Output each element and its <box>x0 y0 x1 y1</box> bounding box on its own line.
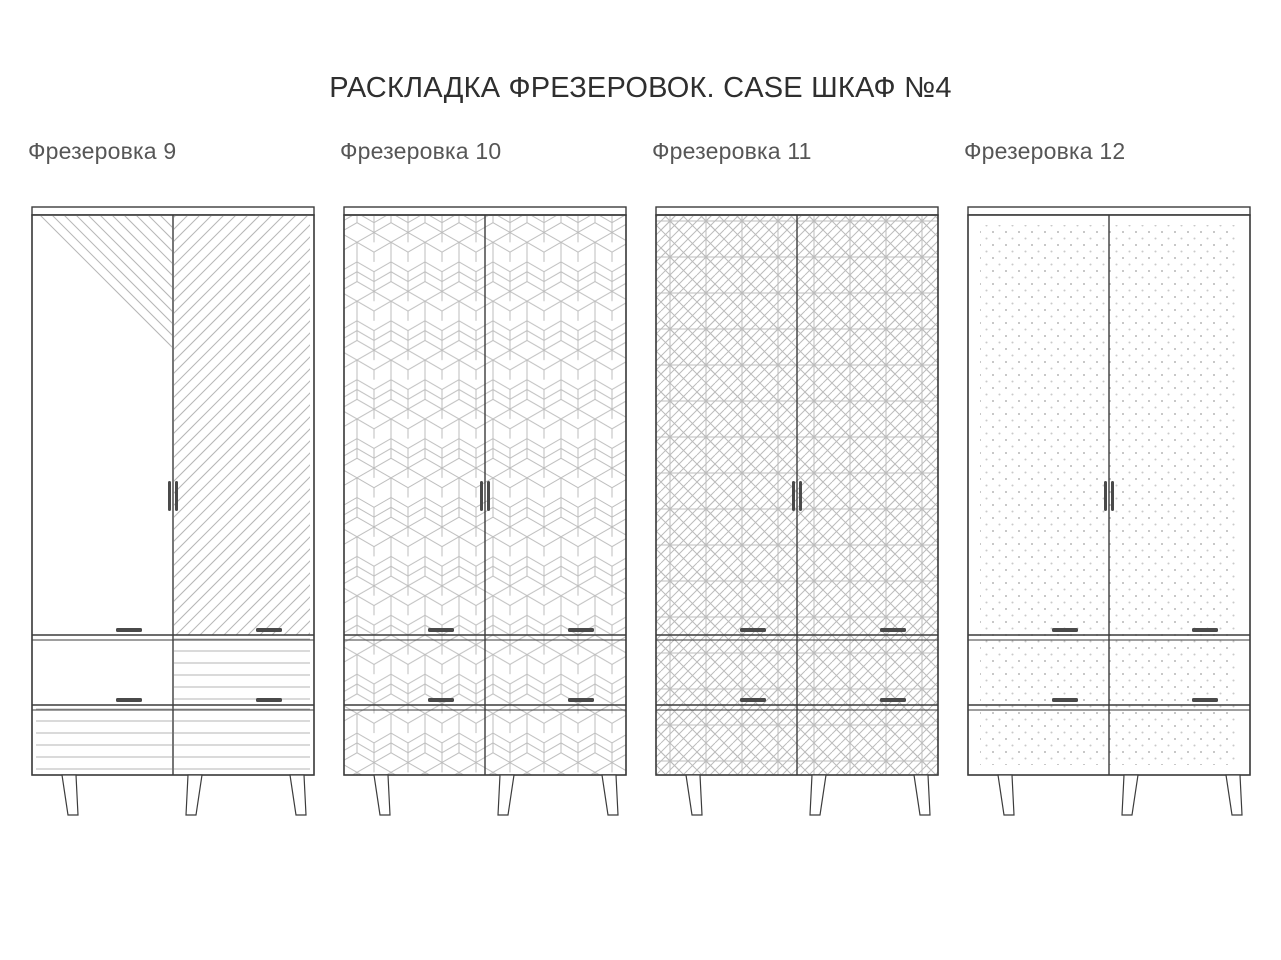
door-handle-left[interactable] <box>480 481 483 511</box>
drawer-handle[interactable] <box>568 628 594 632</box>
cabinet-drawing-herringbone-diamond <box>652 203 952 823</box>
leg <box>186 775 202 815</box>
cabinet-drawing-fine-dot-grid <box>964 203 1264 823</box>
drawer-handle[interactable] <box>880 698 906 702</box>
cabinet-drawing-isometric-cubes <box>340 203 640 823</box>
leg <box>1122 775 1138 815</box>
page-title: РАСКЛАДКА ФРЕЗЕРОВОК. CASE ШКАФ №4 <box>329 72 952 104</box>
leg <box>374 775 390 815</box>
drawer-handle[interactable] <box>1052 698 1078 702</box>
drawer-handle[interactable] <box>428 628 454 632</box>
drawer-handle[interactable] <box>1052 628 1078 632</box>
drawer-handle[interactable] <box>428 698 454 702</box>
leg <box>914 775 930 815</box>
drawer-handle[interactable] <box>740 628 766 632</box>
cabinet-label: Фрезеровка 12 <box>964 138 1126 164</box>
cabinet-item-2 <box>652 138 964 823</box>
cabinet-drawing-diagonal-chevron-slats <box>28 203 328 823</box>
door-handle-right[interactable] <box>1111 481 1114 511</box>
drawer-handle[interactable] <box>740 698 766 702</box>
door-handle-right[interactable] <box>799 481 802 511</box>
drawer-handle[interactable] <box>116 698 142 702</box>
drawer-handle[interactable] <box>568 698 594 702</box>
cabinet-label: Фрезеровка 10 <box>340 138 502 164</box>
drawer-handle[interactable] <box>256 628 282 632</box>
leg <box>1226 775 1242 815</box>
door-handle-right[interactable] <box>175 481 178 511</box>
door-handle-left[interactable] <box>1104 481 1107 511</box>
cabinet-gallery <box>0 138 1281 823</box>
drawer-handle[interactable] <box>1192 698 1218 702</box>
leg <box>810 775 826 815</box>
drawer-handle[interactable] <box>880 628 906 632</box>
door-handle-left[interactable] <box>792 481 795 511</box>
cabinet-label: Фрезеровка 9 <box>28 138 177 164</box>
cabinet-label: Фрезеровка 11 <box>652 138 812 164</box>
door-handle-left[interactable] <box>168 481 171 511</box>
cabinet-item-0 <box>28 138 340 823</box>
leg <box>686 775 702 815</box>
leg <box>498 775 514 815</box>
cabinet-item-1 <box>340 138 652 823</box>
drawer-handle[interactable] <box>116 628 142 632</box>
drawer-handle[interactable] <box>1192 628 1218 632</box>
leg <box>602 775 618 815</box>
door-handle-right[interactable] <box>487 481 490 511</box>
leg <box>998 775 1014 815</box>
cabinet-item-3 <box>964 138 1276 823</box>
drawer-handle[interactable] <box>256 698 282 702</box>
leg <box>62 775 78 815</box>
leg <box>290 775 306 815</box>
